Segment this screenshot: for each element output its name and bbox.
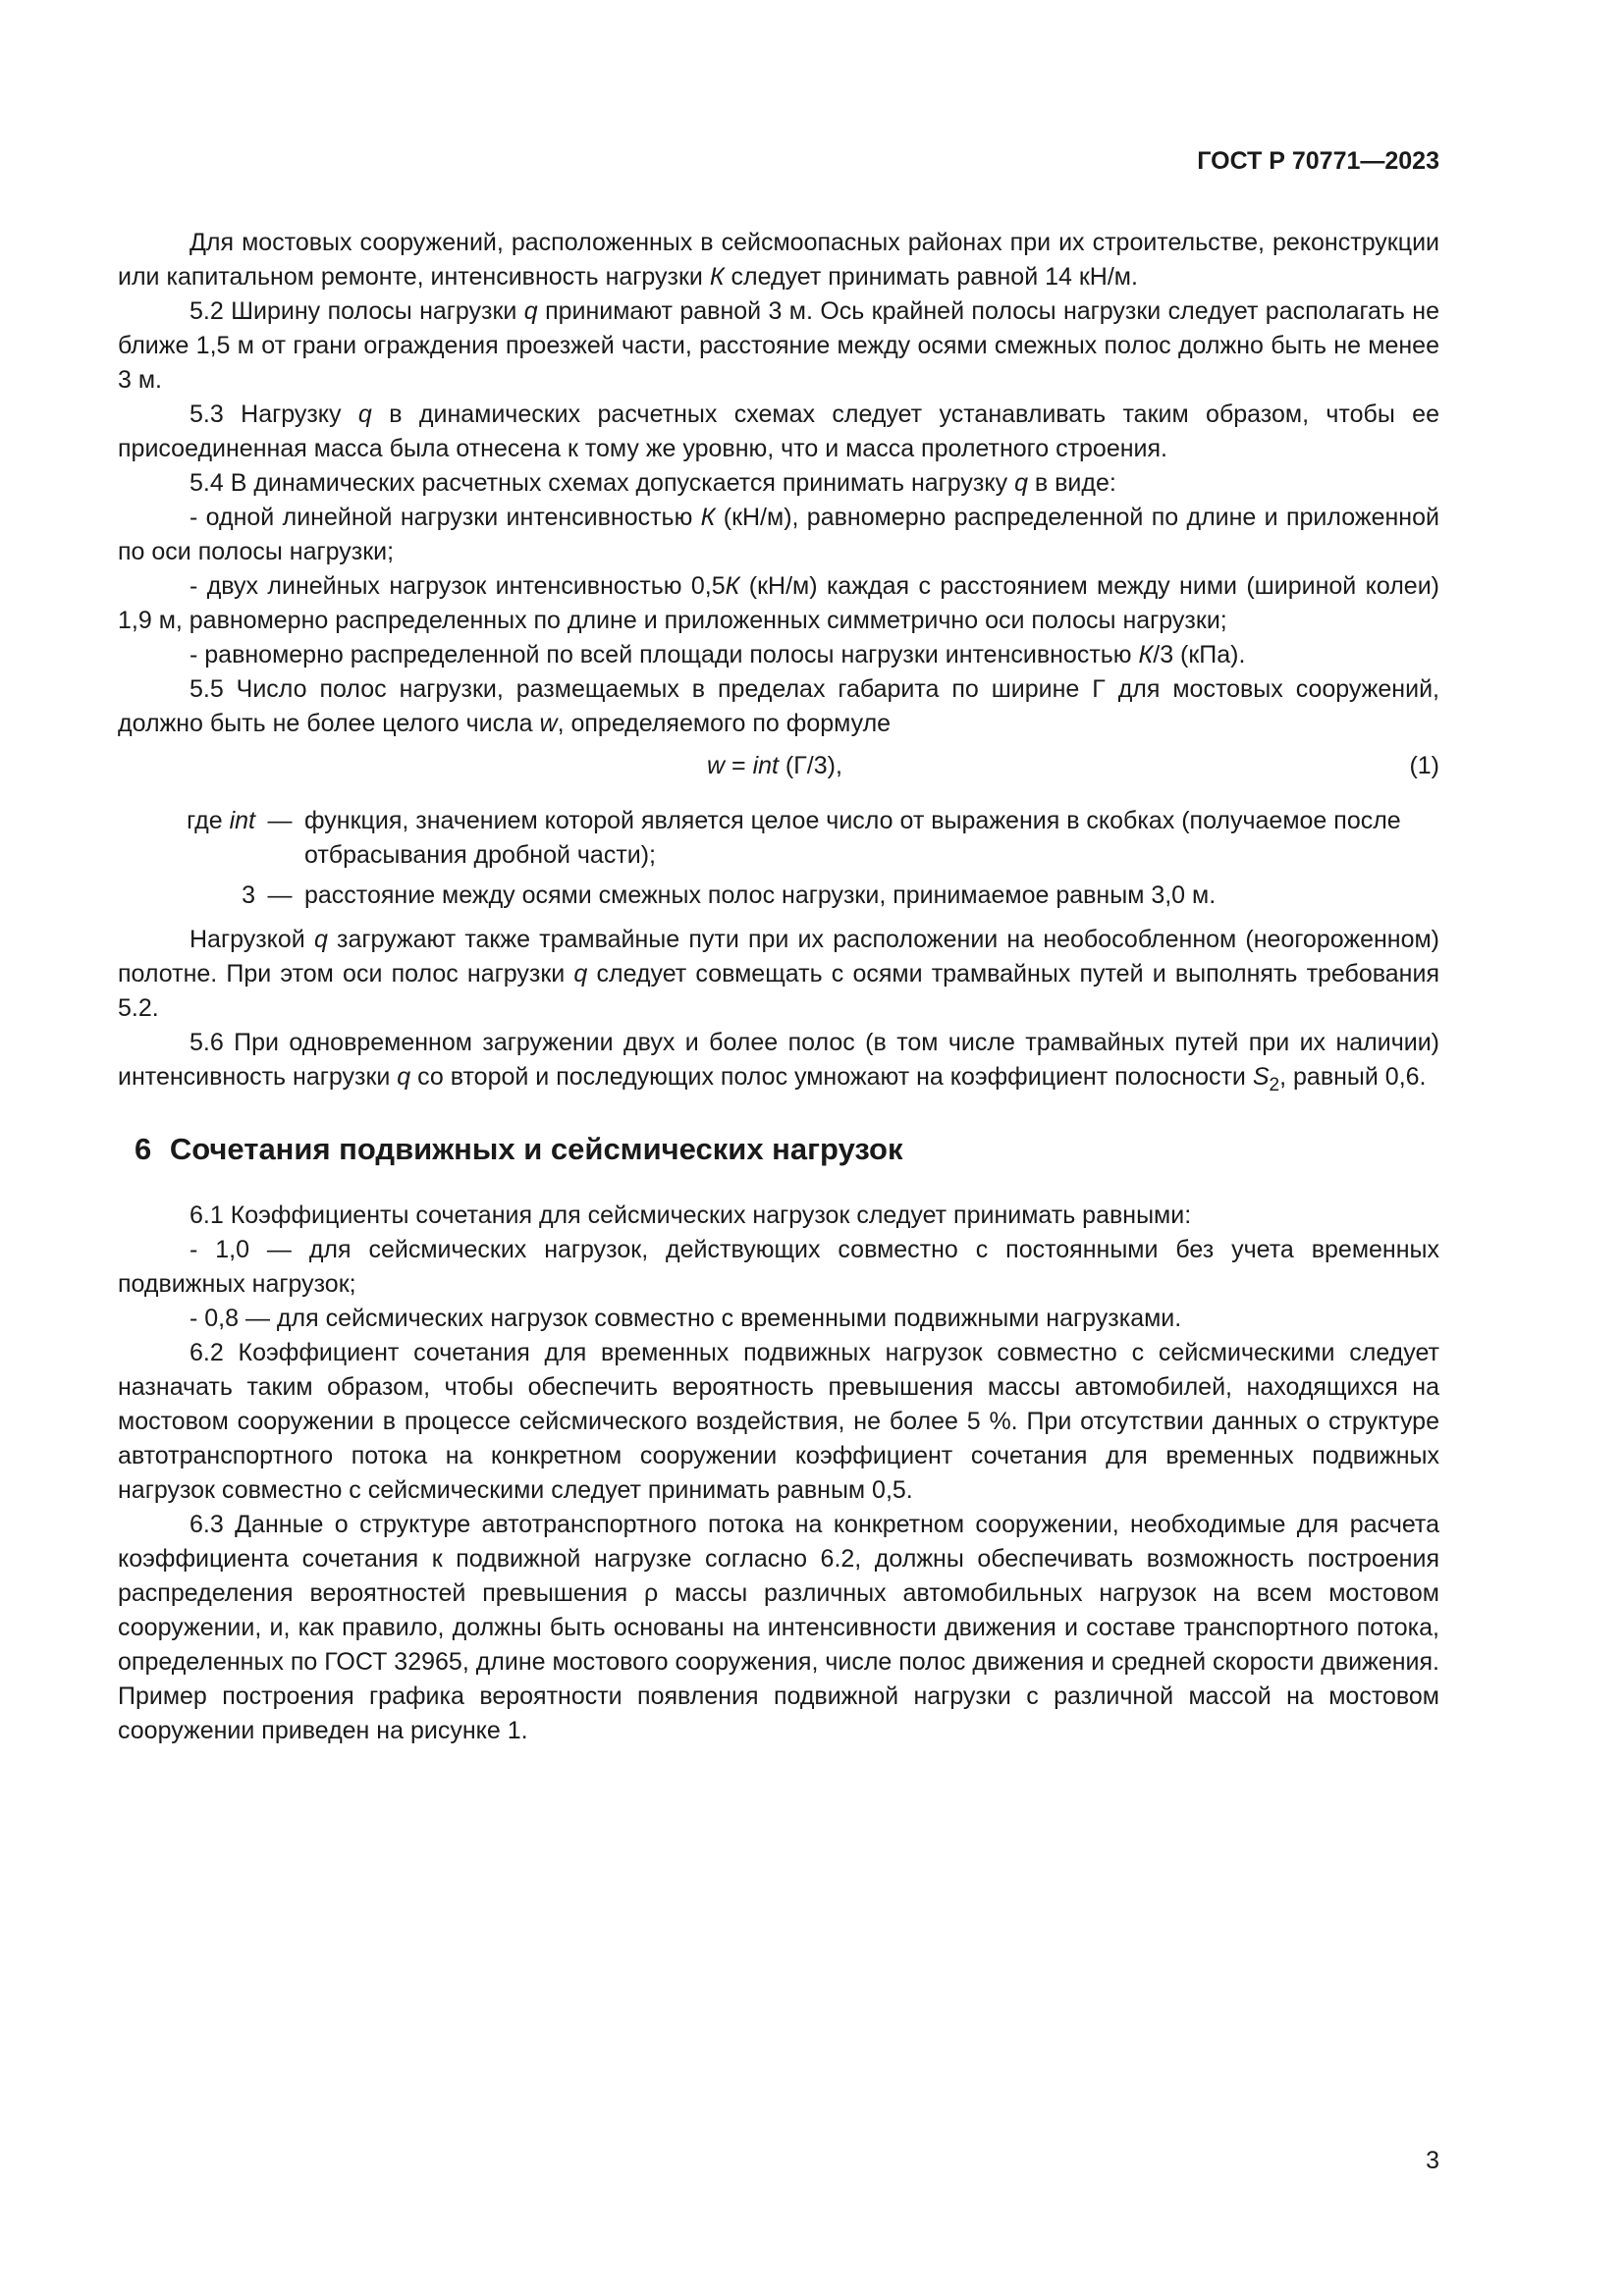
- section-title: Сочетания подвижных и сейсмических нагрузок: [169, 1132, 903, 1166]
- explanation-dash: —: [267, 807, 293, 834]
- page-number: 3: [1426, 2147, 1439, 2174]
- paragraph: 6.1 Коэффициенты сочетания для сейсмических нагрузок следует принимать равными:: [189, 1201, 1192, 1229]
- paragraph: 6.3 Данные о структуре автотранспортного потока на конкретном сооружении, необходимые для расчета коэффициента сочетания к подвижной нагрузке согласно 6.2, должны обеспечивать возможность построения распределения вероятностей превышения ρ массы различных автомобильных нагрузок на всем мостовом сооружении, и, как правило, должны быть основаны на интенсивности движения и составе транспортного потока, определенных по ГОСТ 32965, длине мостового сооружения, числе полос движения и средней скорости движения. Пример построения графика вероятности появления подвижной нагрузки с различной массой на мостовом сооружении приведен на рисунке 1.: [118, 1511, 1439, 1744]
- section-number: 6: [135, 1132, 152, 1166]
- explanation-row: [118, 804, 1439, 873]
- paragraph: - 1,0 — для сейсмических нагрузок, действующих совместно с постоянными без учета временных подвижных нагрузок;: [118, 1236, 1439, 1298]
- explanation-row: [118, 879, 1439, 913]
- paragraphs-after-formula: [118, 923, 1439, 1095]
- paragraph: 5.2 Ширину полосы нагрузки q принимают равной 3 м. Ось крайней полосы нагрузки следует располагать не ближе 1,5 м от грани ограждения проезжей части, расстояние между осями смежных полос должно быть не менее 3 м.: [118, 297, 1439, 394]
- formula-expression: w = int (Г/3),: [707, 752, 842, 779]
- document-code: ГОСТ Р 70771—2023: [1197, 147, 1439, 175]
- paragraph: - двух линейных нагрузок интенсивностью 0,5К (кН/м) каждая с расстоянием между ними (шириной колеи) 1,9 м, равномерно распределенных по длине и приложенных симметрично оси полосы нагрузки;: [118, 572, 1439, 634]
- paragraph: - 0,8 — для сейсмических нагрузок совместно с временными подвижными нагрузками.: [189, 1305, 1182, 1332]
- explanation-definition: расстояние между осями смежных полос нагрузки, принимаемое равным 3,0 м.: [304, 881, 1217, 909]
- formula-explanation: [118, 804, 1439, 913]
- explanation-definition: функция, значением которой является целое число от выражения в скобках (получаемое после отбрасывания дробной части);: [304, 807, 1401, 869]
- paragraph: Для мостовых сооружений, расположенных в сейсмоопасных районах при их строительстве, реконструкции или капитальном ремонте, интенсивность нагрузки К следует принимать равной 14 кН/м.: [118, 229, 1439, 291]
- paragraph: - равномерно распределенной по всей площади полосы нагрузки интенсивностью К/3 (кПа).: [189, 641, 1246, 668]
- page-content: [118, 226, 1439, 1748]
- explanation-dash: —: [267, 881, 293, 909]
- formula-number: (1): [1409, 752, 1439, 779]
- explanation-term: 3: [242, 881, 255, 909]
- formula: [118, 749, 1439, 788]
- section-paragraphs: [118, 1199, 1439, 1748]
- paragraphs-before-formula: [118, 226, 1439, 741]
- section-heading: [118, 1132, 1439, 1167]
- paragraph: 6.2 Коэффициент сочетания для временных подвижных нагрузок совместно с сейсмическими следует назначать таким образом, чтобы обеспечить вероятность превышения массы автомобилей, находящихся на мостовом сооружении в процессе сейсмического воздействия, не более 5 %. При отсутствии данных о структуре автотранспортного потока на конкретном сооружении коэффициент сочетания для временных подвижных нагрузок совместно с сейсмическими следует принимать равным 0,5.: [118, 1339, 1439, 1504]
- paragraph: - одной линейной нагрузки интенсивностью К (кН/м), равномерно распределенной по длине и приложенной по оси полосы нагрузки;: [118, 504, 1439, 565]
- paragraph: 5.5 Число полос нагрузки, размещаемых в пределах габарита по ширине Г для мостовых сооружений, должно быть не более целого числа w, определяемого по формуле: [118, 675, 1439, 737]
- paragraph: 5.4 В динамических расчетных схемах допускается принимать нагрузку q в виде:: [189, 469, 1116, 497]
- paragraph: Нагрузкой q загружают также трамвайные пути при их расположении на необособленном (неогороженном) полотне. При этом оси полос нагрузки q следует совмещать с осями трамвайных путей и выполнять требования 5.2.: [118, 926, 1439, 1022]
- paragraph: 5.6 При одновременном загружении двух и более полос (в том числе трамвайных путей при их наличии) интенсивность нагрузки q со второй и последующих полос умножают на коэффициент полосности $S_2$, равный 0,6.: [118, 1029, 1439, 1095]
- paragraph: 5.3 Нагрузку q в динамических расчетных схемах следует устанавливать таким образом, чтобы ее присоединенная масса была отнесена к тому же уровню, что и масса пролетного строения.: [118, 400, 1439, 462]
- explanation-term: где int: [187, 807, 255, 834]
